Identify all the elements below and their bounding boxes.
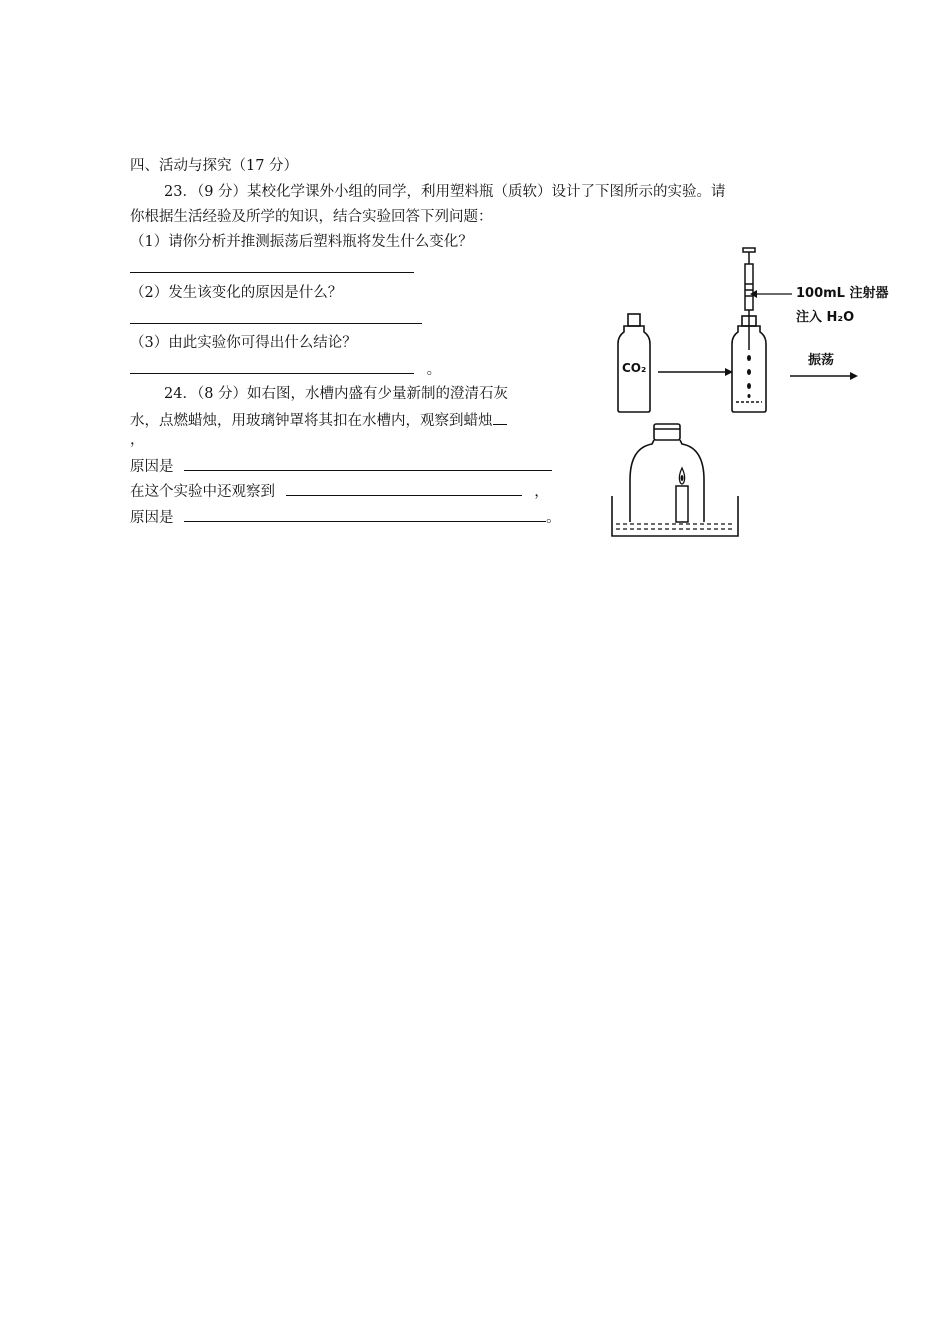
observe-label: 在这个实验中还观察到 — [130, 484, 275, 500]
answer-blank[interactable] — [184, 455, 552, 471]
q24-line2-row — [130, 409, 507, 431]
inject-label: 注入 H₂O — [796, 310, 855, 325]
co2-bottle-experiment-figure — [600, 240, 900, 420]
answer-blank[interactable] — [184, 506, 546, 522]
shake-label: 振荡 — [808, 353, 835, 368]
co2-label: CO₂ — [622, 361, 647, 375]
reason-label: 原因是 — [130, 459, 174, 475]
q24-reason-row — [130, 455, 552, 477]
q24-line2: 水，点燃蜡烛，用玻璃钟罩将其扣在水槽内，观察到蜡烛 — [130, 413, 493, 429]
answer-blank[interactable] — [130, 257, 414, 273]
comma: ， — [534, 484, 549, 500]
q24-line1: 24．（8 分）如右图，水槽内盛有少量新制的澄清石灰 — [164, 386, 509, 402]
water-drops-icon — [747, 355, 751, 398]
water-trough-icon — [612, 496, 738, 536]
q23-intro-line1: 23．（9 分）某校化学课外小组的同学，利用塑料瓶（质软）设计了下图所示的实验。请 — [164, 184, 726, 200]
q23-sub2: （2）发生该变化的原因是什么？ — [130, 285, 343, 301]
candle-bell-jar-figure — [600, 420, 750, 545]
q24-line3: ， — [130, 432, 145, 448]
q23-sub3: （3）由此实验你可得出什么结论？ — [130, 335, 357, 351]
candle-icon — [676, 468, 688, 522]
section-heading: 四、活动与探究（17 分） — [130, 158, 299, 174]
reason2-label: 原因是 — [130, 510, 174, 526]
q23-sub1: （1）请你分析并推测振荡后塑料瓶将发生什么变化？ — [130, 234, 473, 250]
q23-answer2-line[interactable] — [130, 308, 422, 330]
bell-jar-icon — [630, 424, 704, 522]
q23-intro-line2: 你根据生活经验及所学的知识，结合实验回答下列问题： — [130, 209, 493, 225]
period: 。 — [426, 362, 442, 378]
period: 。 — [546, 510, 561, 526]
answer-blank[interactable] — [286, 480, 522, 496]
q24-observe-row — [130, 480, 549, 502]
answer-blank[interactable] — [130, 358, 414, 374]
syringe-icon — [743, 248, 755, 350]
answer-blank[interactable] — [493, 409, 507, 425]
syringe-label: 100mL 注射器 — [796, 286, 889, 301]
q24-reason2-row — [130, 506, 561, 528]
answer-blank[interactable] — [130, 308, 422, 324]
q23-answer3-line[interactable] — [130, 358, 441, 380]
q23-answer1-line[interactable] — [130, 257, 414, 279]
